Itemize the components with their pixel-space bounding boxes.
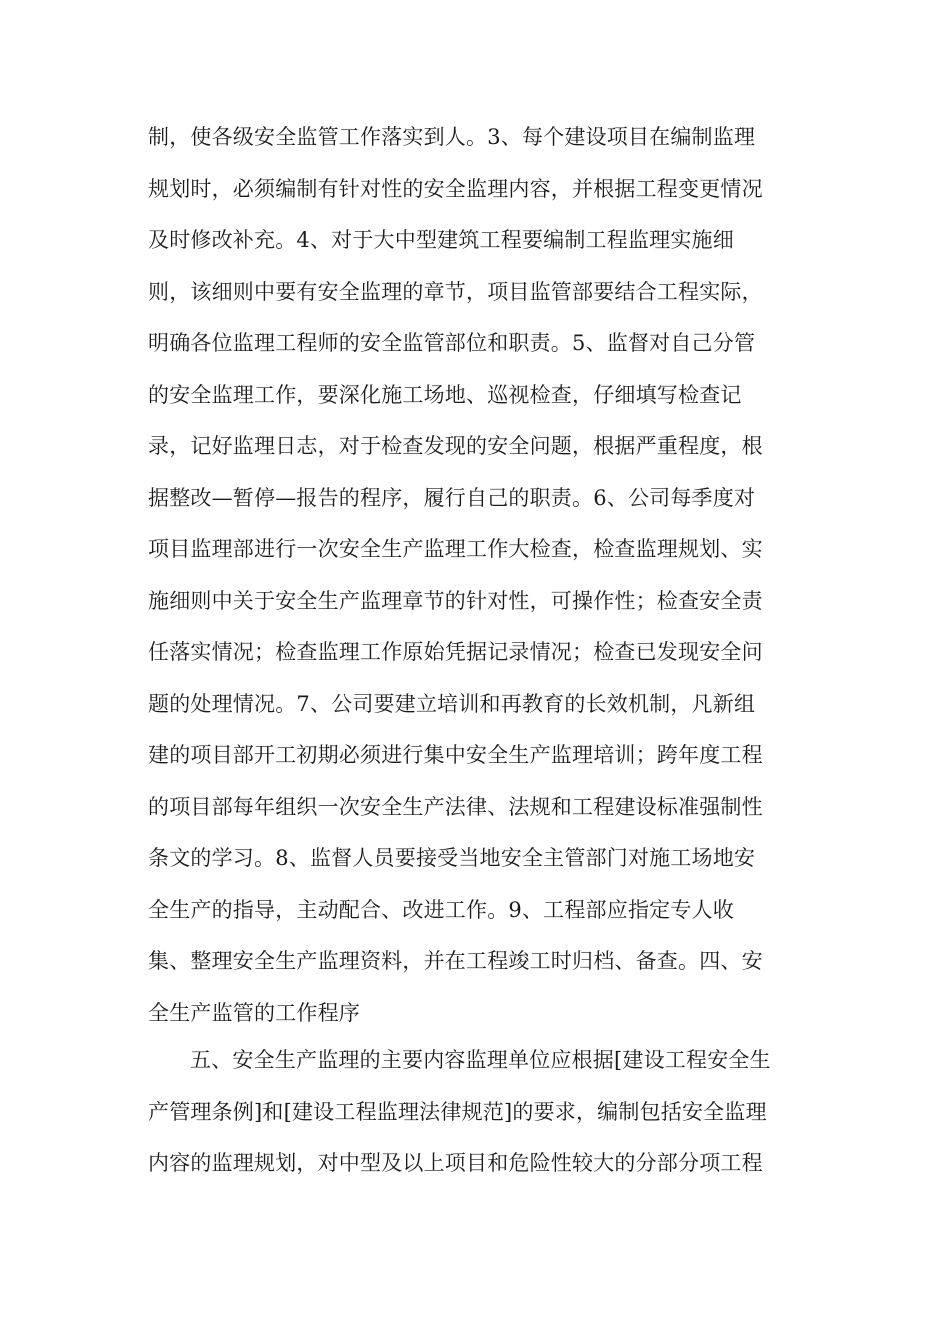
text-line: 题的处理情况。7、公司要建立培训和再教育的长效机制，凡新组 [148, 691, 756, 716]
text-line: 明确各位监理工程师的安全监管部位和职责。5、监督对自己分管 [148, 331, 756, 355]
text-line: 五、安全生产监理的主要内容监理单位应根据[建设工程安全生 [190, 1048, 771, 1072]
text-line: 制，使各级安全监管工作落实到人。3、每个建设项目在编制监理 [148, 125, 756, 149]
text-line: 全生产监管的工作程序 [148, 1000, 360, 1025]
text-line: 建的项目部开工初期必须进行集中安全生产监理培训；跨年度工程 [148, 743, 763, 767]
text-line: 项目监理部进行一次安全生产监理工作大检查，检查监理规划、实 [148, 537, 763, 561]
text-line: 及时修改补充。4、对于大中型建筑工程要编制工程监理实施细 [148, 228, 734, 252]
text-line: 任落实情况；检查监理工作原始凭据记录情况；检查已发现安全问 [148, 640, 763, 664]
text-line: 施细则中关于安全生产监理章节的针对性，可操作性；检查安全责 [148, 588, 763, 613]
text-line: 据整改—暂停—报告的程序，履行自己的职责。6、公司每季度对 [148, 485, 756, 510]
text-line: 条文的学习。8、监督人员要接受当地安全主管部门对施工场地安 [148, 846, 756, 870]
text-line: 规划时，必须编制有针对性的安全监理内容，并根据工程变更情况 [148, 176, 763, 201]
text-line: 集、整理安全生产监理资料，并在工程竣工时归档、备查。四、安 [148, 949, 763, 973]
text-line: 全生产的指导，主动配合、改进工作。9、工程部应指定专人收 [148, 897, 734, 922]
body-paragraph [148, 1035, 808, 1190]
text-line: 的项目部每年组织一次安全生产法律、法规和工程建设标准强制性 [148, 794, 763, 819]
text-line: 产管理条例]和[建设工程监理法律规范]的要求，编制包括安全监理 [148, 1099, 767, 1124]
text-line: 内容的监理规划，对中型及以上项目和危险性较大的分部分项工程 [148, 1151, 763, 1175]
text-line: 的安全监理工作，要深化施工场地、巡视检查，仔细填写检查记 [148, 382, 742, 407]
text-line: 录，记好监理日志，对于检查发现的安全问题，根据严重程度，根 [148, 434, 763, 458]
body-paragraph [148, 112, 808, 1039]
text-line: 则，该细则中要有安全监理的章节，项目监管部要结合工程实际， [148, 279, 763, 304]
